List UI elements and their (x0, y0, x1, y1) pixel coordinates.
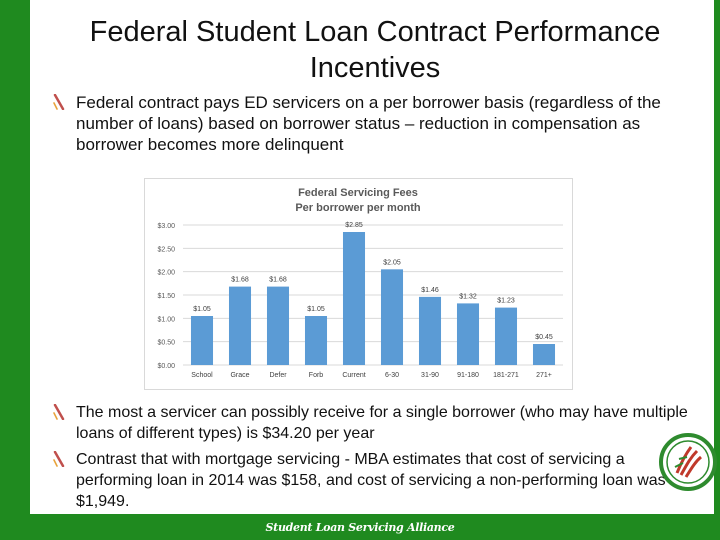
chart-title: Federal Servicing Fees (298, 187, 418, 199)
y-tick-label: $3.00 (157, 223, 175, 230)
y-tick-label: $1.00 (157, 316, 175, 324)
slide-title: Federal Student Loan Contract Performance Incentives (89, 16, 661, 84)
bar (267, 287, 289, 365)
bullet-text: Contrast that with mortgage servicing - MBA estimates that cost of servicing a performing loan in 2014 was $158, and cost of servicing a non-performing loan was $1,949. (76, 451, 666, 510)
bar (305, 316, 327, 365)
bullet-mark-icon (52, 94, 66, 110)
x-tick-label: 31-90 (421, 372, 439, 379)
data-label: $1.23 (497, 297, 515, 305)
x-tick-label: Defer (269, 372, 287, 379)
bullet-item (52, 449, 692, 512)
bullet-mark-icon (52, 451, 66, 467)
bar (381, 269, 403, 365)
x-tick-label: 181-271 (493, 372, 519, 379)
chart-subtitle: Per borrower per month (295, 202, 421, 214)
bar (419, 297, 441, 365)
y-tick-label: $2.00 (157, 269, 175, 277)
bullet-item (52, 92, 692, 155)
bullet-text: Federal contract pays ED servicers on a per borrower basis (regardless of the number of loans) based on borrower status – reduction in compensation as borrower becomes more delinquent (76, 93, 661, 154)
bar (457, 303, 479, 365)
footer-bar (0, 514, 720, 540)
data-label: $2.05 (383, 259, 401, 267)
left-green-bar (0, 0, 30, 540)
bullet-item (52, 402, 692, 444)
organization-logo-icon (659, 433, 717, 491)
y-tick-label: $1.50 (157, 293, 175, 300)
data-label: $1.32 (459, 293, 477, 301)
data-label: $1.68 (231, 276, 249, 284)
bullet-mark-icon (52, 404, 66, 420)
y-tick-label: $2.50 (157, 246, 175, 254)
x-tick-label: Grace (230, 372, 250, 379)
data-label: $1.46 (421, 286, 439, 294)
x-tick-label: 91-180 (457, 372, 479, 379)
data-label: $1.05 (307, 306, 325, 313)
data-label: $1.68 (269, 276, 287, 284)
chart-canvas (145, 179, 572, 389)
y-tick-label: $0.50 (157, 339, 175, 347)
footer-text: Student Loan Servicing Alliance (265, 520, 455, 534)
data-label: $0.45 (535, 334, 553, 341)
x-tick-label: School (191, 372, 213, 379)
bullet-text: The most a servicer can possibly receive for a single borrower (who may have multiple loans of different types) is $34.20 per year (76, 404, 688, 442)
bar (495, 308, 517, 365)
bar (191, 316, 213, 365)
bar (533, 344, 555, 365)
data-label: $2.85 (345, 222, 363, 229)
bar (229, 287, 251, 365)
bar (343, 232, 365, 365)
servicing-fees-chart (144, 178, 573, 390)
x-tick-label: 271+ (536, 372, 552, 379)
data-label: $1.05 (193, 306, 211, 313)
x-tick-label: 6-30 (384, 372, 400, 379)
x-tick-label: Forb (308, 372, 324, 379)
x-tick-label: Current (342, 372, 366, 379)
y-tick-label: $0.00 (157, 363, 175, 370)
